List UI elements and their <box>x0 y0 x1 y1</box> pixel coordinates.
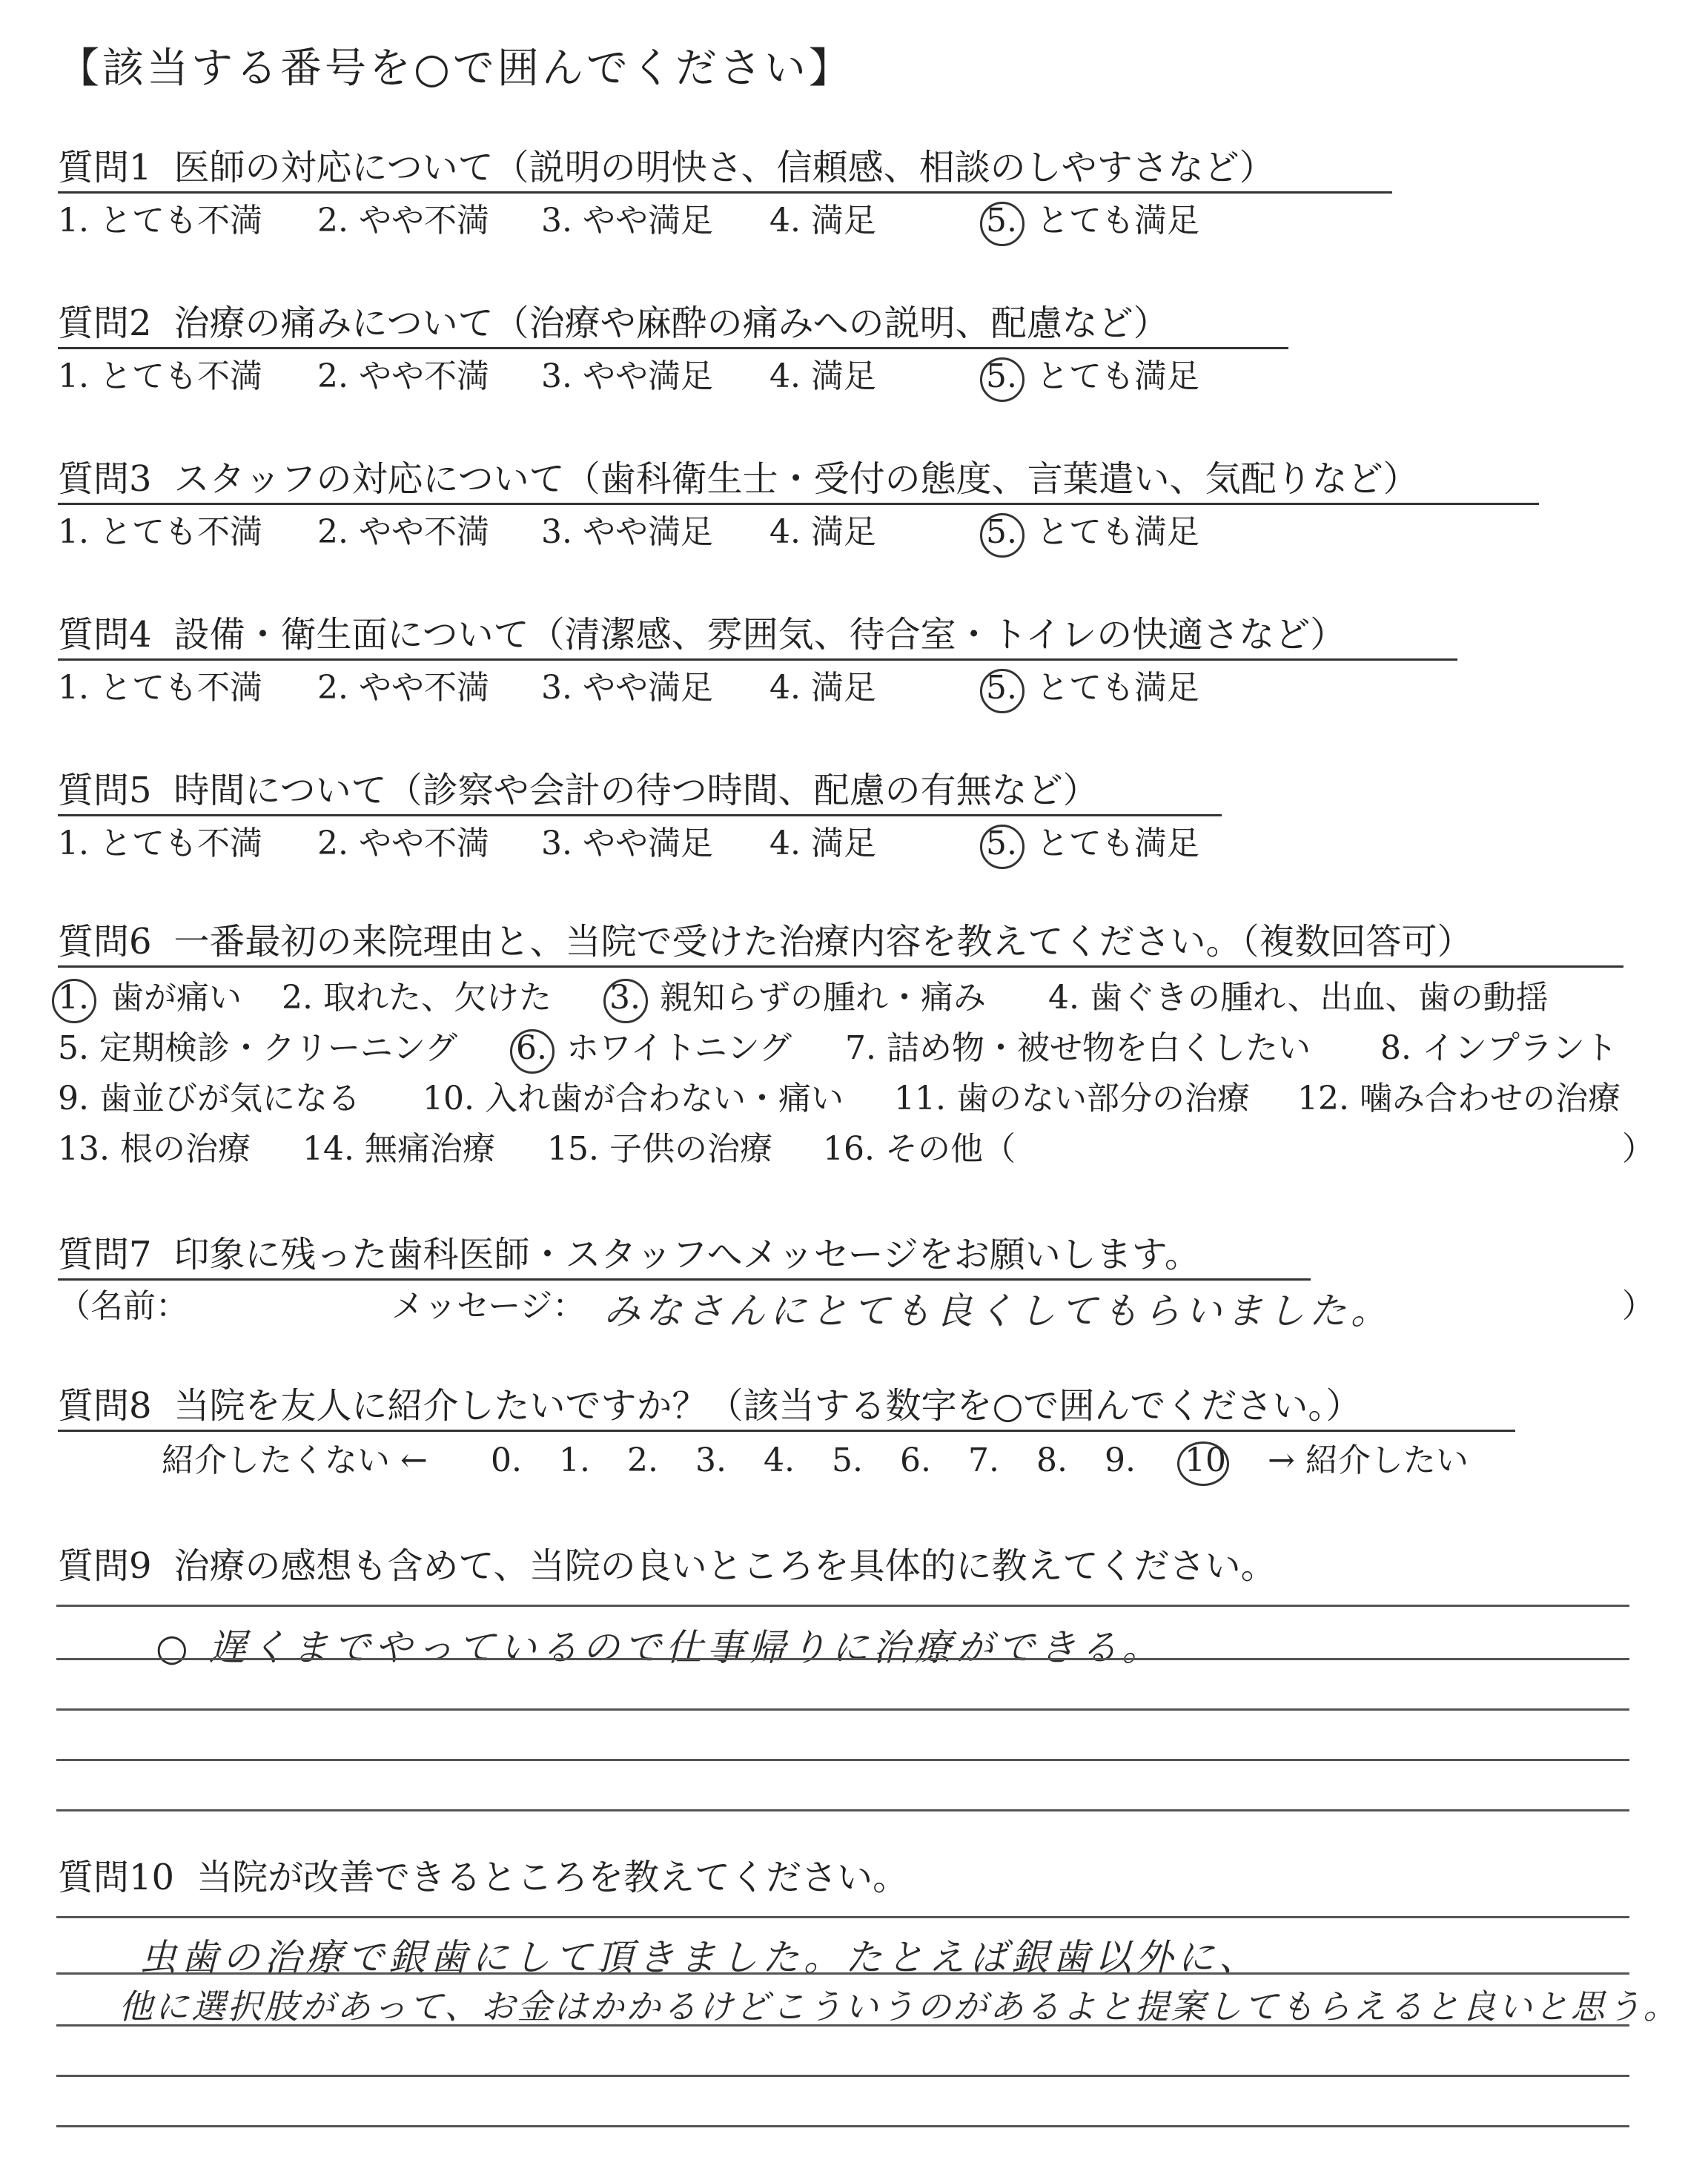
reason-4[interactable]: 4. 歯ぐきの腫れ、出血、歯の動揺 <box>1048 979 1549 1017</box>
choice-1[interactable]: 1. とても不満 <box>58 825 262 862</box>
choice-3[interactable]: 3. やや満足 <box>541 202 713 240</box>
choice-3[interactable]: 3. やや満足 <box>541 825 713 862</box>
choice-4[interactable]: 4. 満足 <box>769 202 876 240</box>
question-10-answer-line-1[interactable]: 虫歯の治療で銀歯にして頂きました。たとえば銀歯以外に、 <box>139 1936 1260 1979</box>
answer-line <box>56 1605 1629 1607</box>
choice-4[interactable]: 4. 満足 <box>769 669 876 707</box>
question-7-underline <box>58 1278 1311 1281</box>
question-2-number: 質問2 <box>58 303 152 344</box>
question-7-number: 質問7 <box>58 1234 152 1275</box>
message-close: ） <box>1622 1287 1655 1325</box>
answer-line <box>56 1809 1629 1811</box>
question-3-title <box>58 457 1419 501</box>
scale-8[interactable]: 8. <box>1036 1441 1068 1479</box>
choice-1[interactable]: 1. とても不満 <box>58 513 262 551</box>
question-4-number: 質問4 <box>58 614 152 655</box>
choice-5-selected[interactable]: 5. <box>986 356 1017 397</box>
reason-1-label: 歯が痛い <box>111 979 242 1017</box>
question-2-underline <box>58 347 1288 349</box>
scale-9[interactable]: 9. <box>1105 1441 1136 1479</box>
question-6-row-4 <box>58 1129 1655 1170</box>
reason-6-label: ホワイトニング <box>566 1029 792 1067</box>
choice-2[interactable]: 2. やや不満 <box>317 357 489 395</box>
scale-7[interactable]: 7. <box>968 1441 999 1479</box>
question-3-text: スタッフの対応について（歯科衛生士・受付の態度、言葉遣い、気配りなど） <box>173 458 1419 500</box>
choice-3[interactable]: 3. やや満足 <box>541 513 713 551</box>
reason-6-selected[interactable]: 6. <box>516 1028 547 1069</box>
question-6-row-1 <box>58 977 1629 1019</box>
choice-4[interactable]: 4. 満足 <box>769 825 876 862</box>
question-5-number: 質問5 <box>58 770 152 811</box>
question-10-number: 質問10 <box>58 1857 175 1898</box>
reason-7[interactable]: 7. 詰め物・被せ物を白くしたい <box>845 1029 1311 1067</box>
reason-10[interactable]: 10. 入れ歯が合わない・痛い <box>423 1080 844 1117</box>
reason-14[interactable]: 14. 無痛治療 <box>302 1130 495 1168</box>
reason-2[interactable]: 2. 取れた、欠けた <box>282 979 552 1017</box>
question-8-title <box>58 1384 1361 1428</box>
choice-2[interactable]: 2. やや不満 <box>317 202 489 240</box>
answer-line <box>56 2125 1629 2127</box>
reason-8[interactable]: 8. インプラント <box>1380 1029 1618 1067</box>
scale-4[interactable]: 4. <box>764 1441 795 1479</box>
answer-line <box>56 1759 1629 1761</box>
question-9-number: 質問9 <box>58 1545 152 1587</box>
reason-11[interactable]: 11. 歯のない部分の治療 <box>894 1080 1250 1117</box>
question-1-choices <box>58 200 1244 242</box>
question-9-title <box>58 1544 1277 1588</box>
question-4-text: 設備・衛生面について（清潔感、雰囲気、待合室・トイレの快適さなど） <box>173 614 1346 655</box>
question-6-text: 一番最初の来院理由と、当院で受けた治療内容を教えてください。（複数回答可） <box>173 921 1473 962</box>
choice-1[interactable]: 1. とても不満 <box>58 202 262 240</box>
question-2-choices <box>58 356 1244 397</box>
question-3-underline <box>58 503 1539 505</box>
question-8-text: 当院を友人に紹介したいですか？（該当する数字を○で囲んでください。） <box>173 1385 1362 1427</box>
reason-12[interactable]: 12. 噛み合わせの治療 <box>1297 1080 1621 1117</box>
reason-5[interactable]: 5. 定期検診・クリーニング <box>58 1029 458 1067</box>
reason-15[interactable]: 15. 子供の治療 <box>547 1130 772 1168</box>
choice-2[interactable]: 2. やや不満 <box>317 513 489 551</box>
choice-5-label: とても満足 <box>1036 357 1199 395</box>
scale-3[interactable]: 3. <box>695 1441 726 1479</box>
answer-line <box>56 1972 1629 1975</box>
choice-5-label: とても満足 <box>1036 513 1199 551</box>
form-heading: 【該当する番号を○で囲んでください】 <box>58 44 853 93</box>
reason-13[interactable]: 13. 根の治療 <box>58 1130 251 1168</box>
choice-1[interactable]: 1. とても不満 <box>58 357 262 395</box>
scale-10-selected[interactable]: 10 <box>1185 1440 1226 1482</box>
scale-2[interactable]: 2. <box>627 1441 658 1479</box>
question-3-number: 質問3 <box>58 458 152 500</box>
question-5-text: 時間について（診察や会計の待つ時間、配慮の有無など） <box>173 770 1099 811</box>
question-1-text: 医師の対応について（説明の明快さ、信頼感、相談のしやすさなど） <box>173 147 1275 188</box>
question-8-scale <box>58 1440 1629 1482</box>
scale-left-label: 紹介したくない ← <box>162 1441 428 1479</box>
question-10-text: 当院が改善できるところを教えてください。 <box>196 1857 909 1898</box>
question-9-answer[interactable]: ○ 遅くまでやっているので仕事帰りに治療ができる。 <box>156 1626 1164 1669</box>
choice-4[interactable]: 4. 満足 <box>769 513 876 551</box>
question-6-row-2 <box>58 1028 1629 1069</box>
choice-2[interactable]: 2. やや不満 <box>317 669 489 707</box>
scale-6[interactable]: 6. <box>900 1441 931 1479</box>
question-6-title <box>58 919 1473 964</box>
scale-right-label: → 紹介したい <box>1268 1441 1469 1479</box>
reason-16[interactable]: 16. その他（ <box>823 1130 1016 1168</box>
question-6-row-3 <box>58 1078 1629 1120</box>
question-4-choices <box>58 667 1244 709</box>
question-1-underline <box>58 191 1392 194</box>
question-7-text: 印象に残った歯科医師・スタッフへメッセージをお願いします。 <box>173 1234 1200 1275</box>
choice-5-selected[interactable]: 5. <box>986 512 1017 553</box>
question-9-text: 治療の感想も含めて、当院の良いところを具体的に教えてください。 <box>173 1545 1277 1587</box>
choice-5-label: とても満足 <box>1036 202 1199 240</box>
question-6-underline <box>58 965 1623 968</box>
reason-3-label: 親知らずの腫れ・痛み <box>660 979 986 1017</box>
question-2-title <box>58 301 1169 346</box>
choice-5-selected[interactable]: 5. <box>986 667 1017 709</box>
message-label: メッセージ： <box>391 1287 586 1325</box>
reason-16-close: ） <box>1622 1130 1655 1168</box>
reason-1-selected[interactable]: 1. <box>58 977 89 1019</box>
answer-line <box>56 1708 1629 1711</box>
question-8-number: 質問8 <box>58 1385 152 1427</box>
reason-9[interactable]: 9. 歯並びが気になる <box>58 1080 360 1117</box>
question-5-title <box>58 768 1099 813</box>
scale-1[interactable]: 1. <box>559 1441 590 1479</box>
question-4-underline <box>58 658 1457 661</box>
choice-1[interactable]: 1. とても不満 <box>58 669 262 707</box>
question-7-title <box>58 1232 1200 1277</box>
question-7-message-row <box>58 1286 1655 1338</box>
question-5-underline <box>58 814 1222 816</box>
scale-0[interactable]: 0. <box>491 1441 522 1479</box>
choice-5-label: とても満足 <box>1036 825 1199 862</box>
answer-line <box>56 2024 1629 2027</box>
question-4-title <box>58 612 1345 657</box>
choice-5-selected[interactable]: 5. <box>986 200 1017 242</box>
choice-5-label: とても満足 <box>1036 669 1199 707</box>
answer-line <box>56 1916 1629 1918</box>
question-3-choices <box>58 512 1244 553</box>
choice-5-selected[interactable]: 5. <box>986 823 1017 865</box>
question-1-number: 質問1 <box>58 147 152 188</box>
answer-line <box>56 2075 1629 2077</box>
choice-2[interactable]: 2. やや不満 <box>317 825 489 862</box>
question-10-title <box>58 1855 908 1900</box>
choice-3[interactable]: 3. やや満足 <box>541 669 713 707</box>
choice-4[interactable]: 4. 満足 <box>769 357 876 395</box>
question-5-choices <box>58 823 1244 865</box>
choice-3[interactable]: 3. やや満足 <box>541 357 713 395</box>
answer-line <box>56 1658 1629 1660</box>
name-label: （名前： <box>58 1287 188 1325</box>
question-2-text: 治療の痛みについて（治療や麻酔の痛みへの説明、配慮など） <box>173 303 1169 344</box>
reason-3-selected[interactable]: 3. <box>609 977 640 1019</box>
scale-5[interactable]: 5. <box>832 1441 863 1479</box>
question-10-answer-line-2[interactable]: 他に選択肢があって、お金はかかるけどこういうのがあるよと提案してもらえると良いと思う。 <box>119 1986 1680 2027</box>
message-handwritten[interactable]: みなさんにとても良くしてもらいました。 <box>603 1289 1392 1332</box>
question-6-number: 質問6 <box>58 921 152 962</box>
question-1-title <box>58 145 1275 190</box>
question-8-underline <box>58 1430 1515 1432</box>
